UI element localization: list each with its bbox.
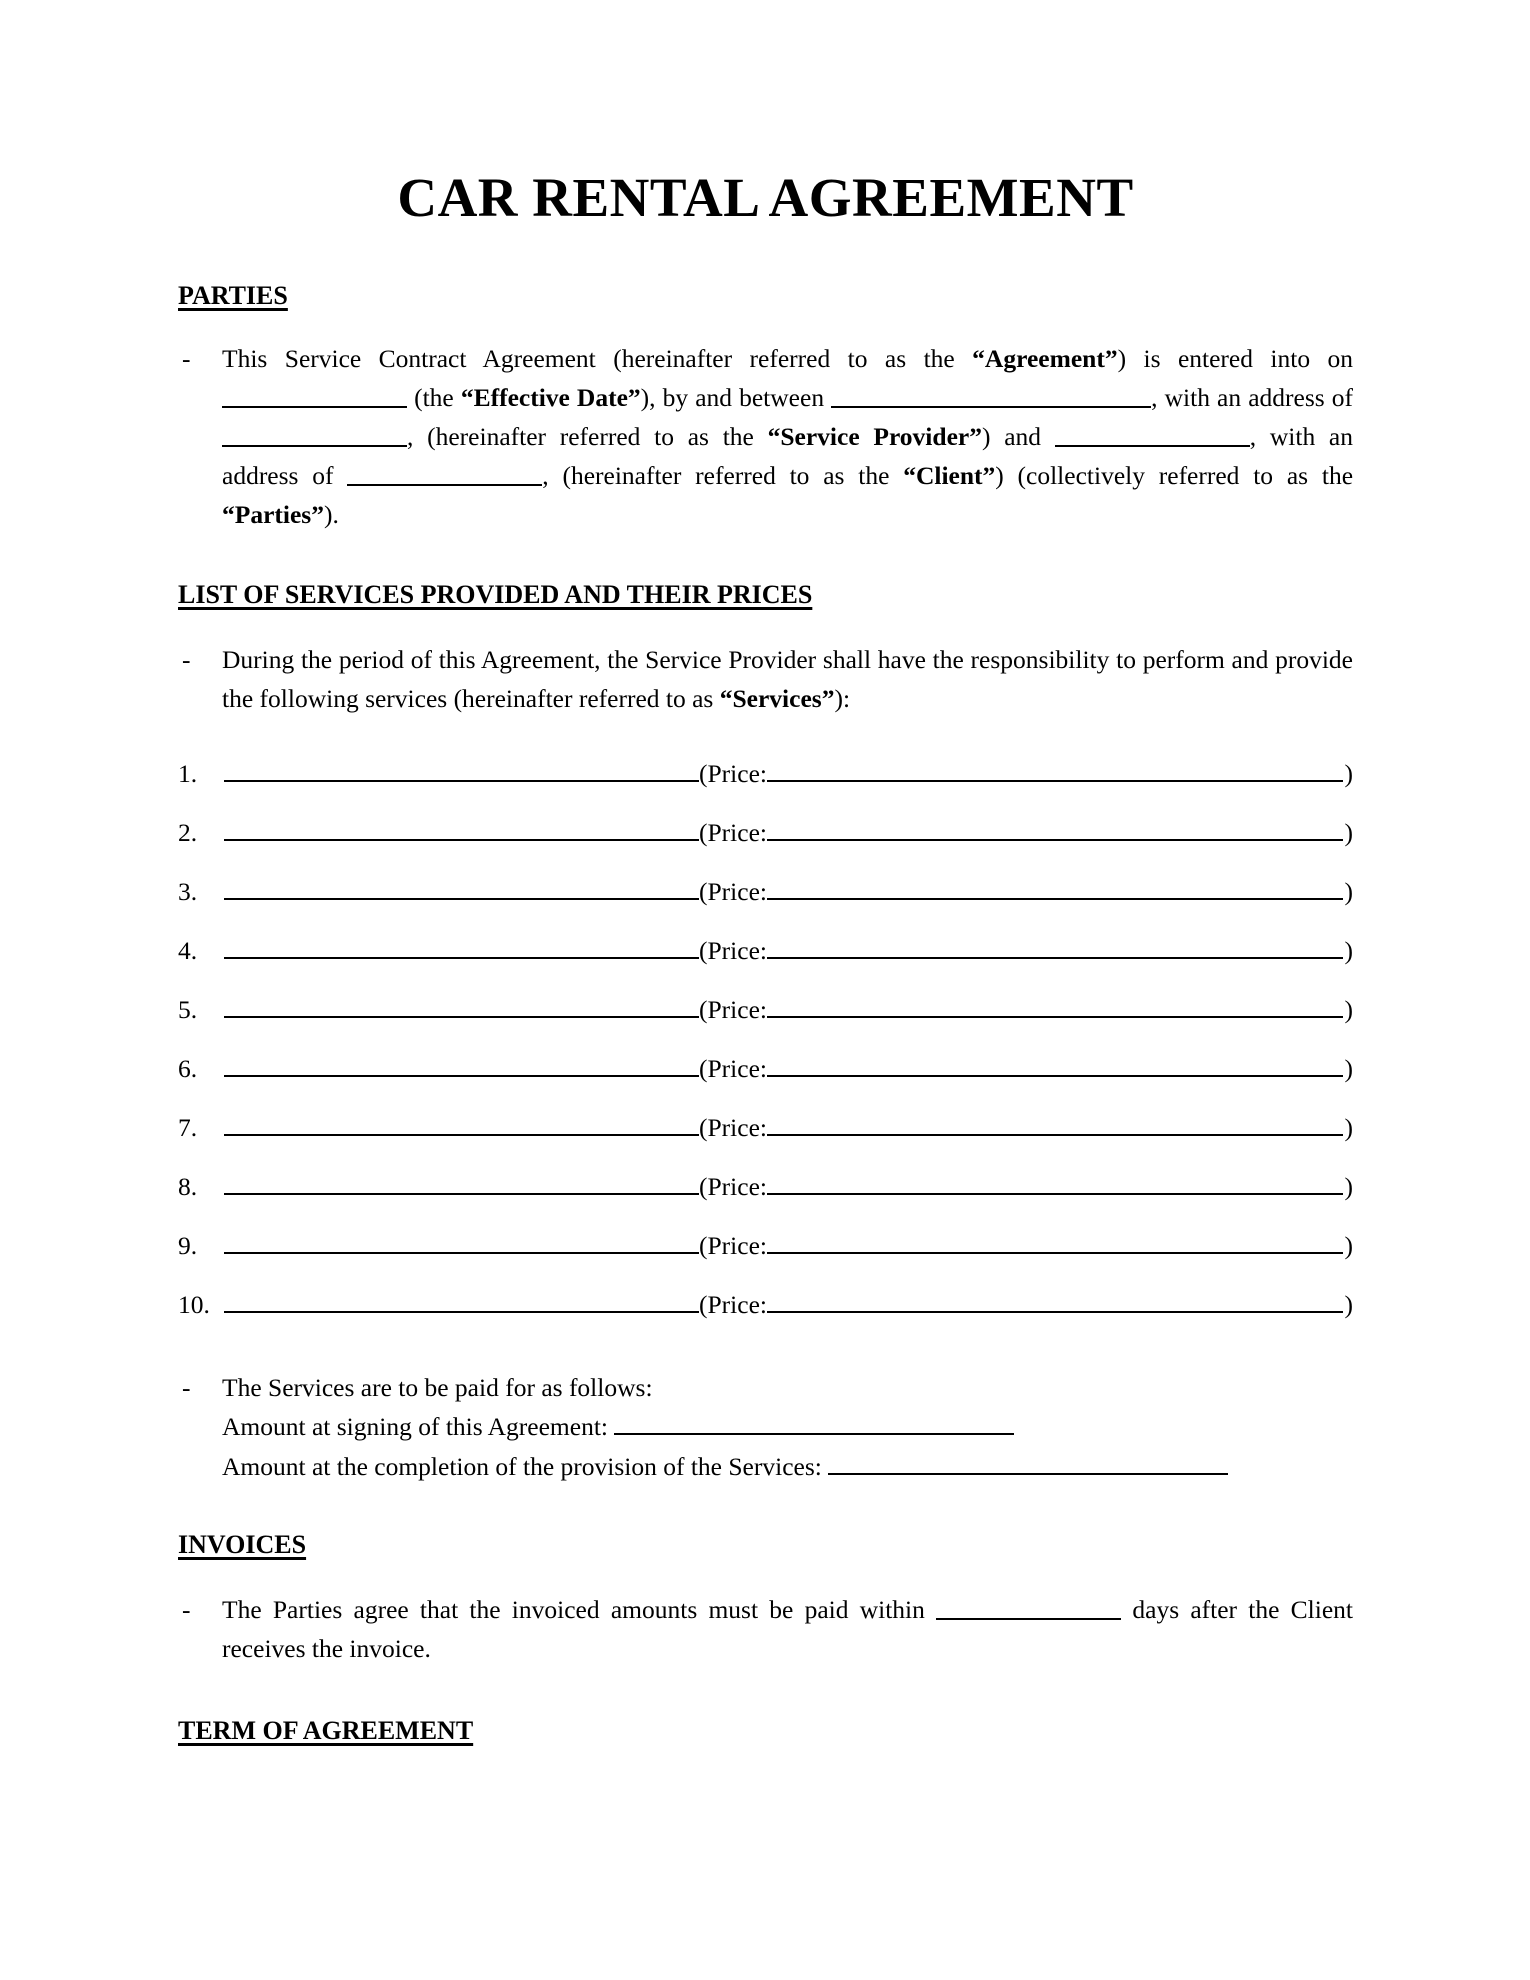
service-price-label: (Price: <box>699 1289 767 1319</box>
parties-bullet-item <box>178 339 1353 534</box>
service-row-number: 1. <box>178 758 198 788</box>
services-intro-text-1: During the period of this Agreement, the Service Provider shall have the responsibility to perform and provide the following services (hereinafter referred to as <box>222 644 1353 713</box>
service-price-blank[interactable] <box>767 1106 1343 1136</box>
service-price-label: (Price: <box>699 817 767 847</box>
payment-intro: The Services are to be paid for as follows: <box>222 1372 653 1402</box>
term-service-provider: “Service Provider” <box>767 421 982 451</box>
service-price-close-paren: ) <box>1344 1289 1353 1319</box>
service-row <box>178 1047 1353 1106</box>
invoices-bullet-item <box>178 1590 1353 1668</box>
parties-text-2: ) is entered into on <box>1117 343 1353 373</box>
service-row-number: 8. <box>178 1171 198 1201</box>
section-heading-list-of-services: LIST OF SERVICES PROVIDED AND THEIR PRICES <box>178 579 813 609</box>
parties-paragraph <box>222 339 1353 534</box>
service-name-blank[interactable] <box>224 929 699 959</box>
invoices-text-1: The Parties agree that the invoiced amounts must be paid within <box>222 1595 937 1625</box>
page-title: CAR RENTAL AGREEMENT <box>397 167 1134 228</box>
service-price-label: (Price: <box>699 1112 767 1142</box>
service-price-blank[interactable] <box>767 1224 1343 1254</box>
parties-text-1: This Service Contract Agreement (hereinafter referred to as the <box>222 343 973 373</box>
service-row-number: 7. <box>178 1112 198 1142</box>
service-row-number: 10. <box>178 1289 210 1319</box>
service-price-close-paren: ) <box>1344 1112 1353 1142</box>
term-client: “Client” <box>903 460 996 490</box>
service-price-blank[interactable] <box>767 929 1343 959</box>
parties-text-7: ) and <box>981 421 1055 451</box>
service-name-blank[interactable] <box>224 811 699 841</box>
service-row-number: 5. <box>178 994 198 1024</box>
payment-at-completion-row <box>222 1446 1353 1486</box>
effective-date-blank[interactable] <box>222 381 407 407</box>
service-price-label: (Price: <box>699 994 767 1024</box>
services-intro-paragraph <box>222 640 1353 718</box>
section-heading-term-of-agreement: TERM OF AGREEMENT <box>178 1716 474 1746</box>
section-heading-invoices: INVOICES <box>178 1530 307 1560</box>
service-row-number: 6. <box>178 1053 198 1083</box>
parties-text-6: , (hereinafter referred to as the <box>407 421 768 451</box>
section-heading-parties: PARTIES <box>178 280 288 310</box>
service-price-blank[interactable] <box>767 1283 1343 1313</box>
service-name-blank[interactable] <box>224 1224 699 1254</box>
service-row <box>178 988 1353 1047</box>
service-price-close-paren: ) <box>1344 994 1353 1024</box>
bullet-dash-icon: - <box>182 1595 191 1625</box>
service-price-close-paren: ) <box>1344 758 1353 788</box>
bullet-dash-icon: - <box>182 343 191 373</box>
payment-bullet-item <box>178 1368 1353 1487</box>
service-name-blank[interactable] <box>224 752 699 782</box>
services-intro-bullet-item <box>178 640 1353 718</box>
term-parties: “Parties” <box>222 499 324 529</box>
service-row <box>178 811 1353 870</box>
service-name-blank[interactable] <box>224 1283 699 1313</box>
payment-at-signing-row <box>222 1407 1353 1447</box>
service-price-close-paren: ) <box>1344 817 1353 847</box>
service-price-blank[interactable] <box>767 870 1343 900</box>
invoices-paragraph <box>222 1590 1353 1668</box>
service-price-label: (Price: <box>699 758 767 788</box>
service-price-label: (Price: <box>699 1053 767 1083</box>
parties-text-8: , with an address of <box>222 421 1353 490</box>
parties-text-9: , (hereinafter referred to as the <box>542 460 904 490</box>
service-row <box>178 1165 1353 1224</box>
service-name-blank[interactable] <box>224 1106 699 1136</box>
service-price-label: (Price: <box>699 1171 767 1201</box>
service-price-close-paren: ) <box>1344 935 1353 965</box>
payment-at-signing-blank[interactable] <box>614 1407 1014 1436</box>
service-price-close-paren: ) <box>1344 876 1353 906</box>
term-agreement: “Agreement” <box>972 343 1118 373</box>
service-name-blank[interactable] <box>224 988 699 1018</box>
payment-at-completion-blank[interactable] <box>828 1446 1228 1475</box>
service-price-close-paren: ) <box>1344 1171 1353 1201</box>
service-provider-address-blank[interactable] <box>222 420 407 446</box>
parties-text-4: ), by and between <box>640 382 832 412</box>
service-price-blank[interactable] <box>767 752 1343 782</box>
bullet-dash-icon: - <box>182 1372 191 1402</box>
service-row <box>178 929 1353 988</box>
service-row <box>178 1224 1353 1283</box>
payment-at-completion-label: Amount at the completion of the provision of the Services: <box>222 1452 829 1482</box>
service-price-close-paren: ) <box>1344 1230 1353 1260</box>
service-price-blank[interactable] <box>767 811 1343 841</box>
service-provider-name-blank[interactable] <box>831 381 1151 407</box>
document-content <box>178 0 1353 1746</box>
client-name-blank[interactable] <box>1055 420 1250 446</box>
service-row-number: 9. <box>178 1230 198 1260</box>
service-price-label: (Price: <box>699 935 767 965</box>
service-price-close-paren: ) <box>1344 1053 1353 1083</box>
service-name-blank[interactable] <box>224 1047 699 1077</box>
parties-text-3: (the <box>407 382 461 412</box>
service-row-number: 4. <box>178 935 198 965</box>
term-effective-date: “Effective Date” <box>460 382 641 412</box>
service-price-blank[interactable] <box>767 1047 1343 1077</box>
service-price-blank[interactable] <box>767 1165 1343 1195</box>
service-price-blank[interactable] <box>767 988 1343 1018</box>
service-row <box>178 752 1353 811</box>
invoices-text-2: days after the Client receives the invoice. <box>222 1595 1353 1664</box>
payment-block <box>222 1368 1353 1487</box>
service-row <box>178 870 1353 929</box>
term-services: “Services” <box>719 683 835 713</box>
parties-text-10: ) (collectively referred to as the <box>995 460 1354 490</box>
services-numbered-list <box>178 752 1353 1342</box>
parties-text-5: , with an address of <box>1151 382 1354 412</box>
payment-at-signing-label: Amount at signing of this Agreement: <box>222 1412 615 1442</box>
service-price-label: (Price: <box>699 876 767 906</box>
service-row-number: 3. <box>178 876 198 906</box>
invoice-days-blank[interactable] <box>936 1594 1121 1620</box>
client-address-blank[interactable] <box>347 459 542 485</box>
service-row <box>178 1283 1353 1342</box>
service-name-blank[interactable] <box>224 870 699 900</box>
services-intro-text-2: ): <box>834 683 851 713</box>
service-name-blank[interactable] <box>224 1165 699 1195</box>
bullet-dash-icon: - <box>182 644 191 674</box>
parties-text-11: ). <box>323 499 339 529</box>
service-price-label: (Price: <box>699 1230 767 1260</box>
service-row-number: 2. <box>178 817 198 847</box>
service-row <box>178 1106 1353 1165</box>
